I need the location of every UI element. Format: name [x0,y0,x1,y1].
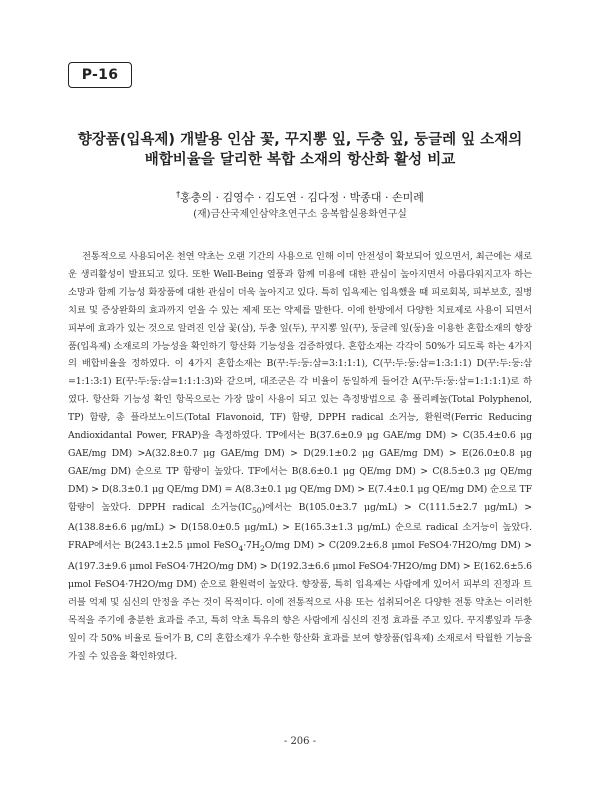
abstract-text-part-1: 전통적으로 사용되어온 천연 약초는 오랜 기간의 사용으로 인해 이미 안전성이 확보되어 있으면서, 최근에는 새로운 생리활성이 발표되고 있다. 또한 Well-Being 열풍과 함께 미용에 대한 관심이 높아지면서 아름다워지고자 하는 소망과 함께 기능성 화장품에 대한 관심이 더욱 높아지고 있다. 특히 입욕제는 입욕했을 때 피로회복, 피부보호, 질병 치료 및 증상완화의 효과까지 얻을 수 있는 제제 또는 약제를 말한다. 이에 한방에서 다양한 치료제로 사용이 되면서 피부에 효과가 있는 것으로 알려진 인삼 꽃(삼), 두충 잎(두), 꾸지뽕 잎(꾸), 둥글레 잎(둥)을 이용한 혼합소재의 향장품(입욕제) 소재로의 가능성을 확인하기 항산화 기능성을 검증하였다. 혼합소재는 각각이 50%가 되도록 하는 4가지의 배합비율을 정하였다. 이 4가지 혼합소재는 B(꾸:두:둥:삼=3:1:1:1), C(꾸:두:둥:삼=1:3:1:1) D(꾸:두:둥:삼=1:1:3:1) E(꾸:두:둥:삼=1:1:1:3)와 같으며, 대조군은 각 비율이 동일하게 들어간 A(꾸:두:둥:삼=1:1:1:1)로 하였다. 항산화 기능성 확인 항목으로는 가장 많이 사용이 되고 있는 측정방법으로 총 폴리페놀(Total Polyphenol, TP) 함량, 총 플라보노이드(Total Flavonoid, TF) 함량, DPPH radical 소거능, 환원력(Ferric Reducing Andioxidantal Power, FRAP)을 측정하였다. TP에서는 B(37.6±0.9 μg GAE/mg DM) > C(35.4±0.6 μg GAE/mg DM) >A(32.8±0.7 μg GAE/mg DM) > D(29.1±0.2 μg GAE/mg DM) > E(26.0±0.8 μg GAE/mg DM) 순으로 TP 함량이 높았다. TF에서는 B(8.6±0.1 μg QE/mg DM) > C(8.5±0.3 μg QE/mg DM) > D(8.3±0.1 μg QE/mg DM) = A(8.3±0.1 μg QE/mg DM) > E(7.4±0.1 μg QE/mg DM) 순으로 TF 함량이 높았다. DPPH radical 소거능(IC [68,251,532,513]
feso4-subscript: 4 [238,544,244,554]
paper-title [40,130,560,170]
page-number: - 206 - [283,736,317,747]
ic50-subscript: 50 [251,505,262,515]
poster-number-badge: P-16 [68,62,132,88]
affiliation: (재)금산국제인삼약초연구소 응복합실용화연구실 [193,209,407,220]
author-list: 홍충의 · 김영수 · 김도연 · 김다정 · 박종대 · 손미례 [180,191,424,204]
abstract-text-part-2: )에서는 B(105.0±3.7 μg/mL) > C(111.5±2.7 μg/mL) > A(138.8±6.6 μg/mL) > D(158.0±0.5 μg/mL) > E(165.3±1.3 μg/mL) 순으로 radical 소거능이 높았다. FRAP에서는 B(243.1±2.5 μmol FeSO [68,501,532,552]
author-names [40,186,560,207]
abstract-text-part-3: ·7H [243,540,260,552]
corresponding-mark: † [176,190,181,199]
abstract-body [68,248,532,666]
title-line-2: 배합비율을 달리한 복합 소재의 항산화 활성 비교 [144,152,456,168]
title-line-1: 향장품(입욕제) 개발용 인삼 꽃, 꾸지뽕 잎, 두충 잎, 둥글레 잎 소재의 [77,132,523,148]
h2o-subscript: 2 [259,544,265,554]
author-block [40,186,560,223]
abstract-text-part-4: O/mg DM) > C(209.2±6.8 μmol FeSO4·7H2O/mg DM) > A(197.3±9.6 μmol FeSO4·7H2O/mg DM) > D(192.3±6.6 μmol FeSO4·7H2O/mg DM) > E(162.6±5.6 μmol FeSO4·7H2O/mg DM) 순으로 환원력이 높았다. 향장품, 특히 입욕제는 사람에게 있어서 피부의 진정과 트러블 억제 및 심신의 안정을 주는 것이 목적이다. 이에 전통적으로 사용 또는 섭취되어온 다양한 전통 약초는 이러한 목적을 주기에 충분한 효과를 주고, 특히 약초 특유의 향은 사람에게 심신의 진정 효과를 주고 있다. 꾸지뽕잎과 두충잎이 각 50% 비율로 들어가 B, C의 혼합소재가 우수한 항산화 효과를 보여 향장품(입욕제) 소재로서 탁월한 기능을 가질 수 있음을 확인하였다. [68,540,532,662]
